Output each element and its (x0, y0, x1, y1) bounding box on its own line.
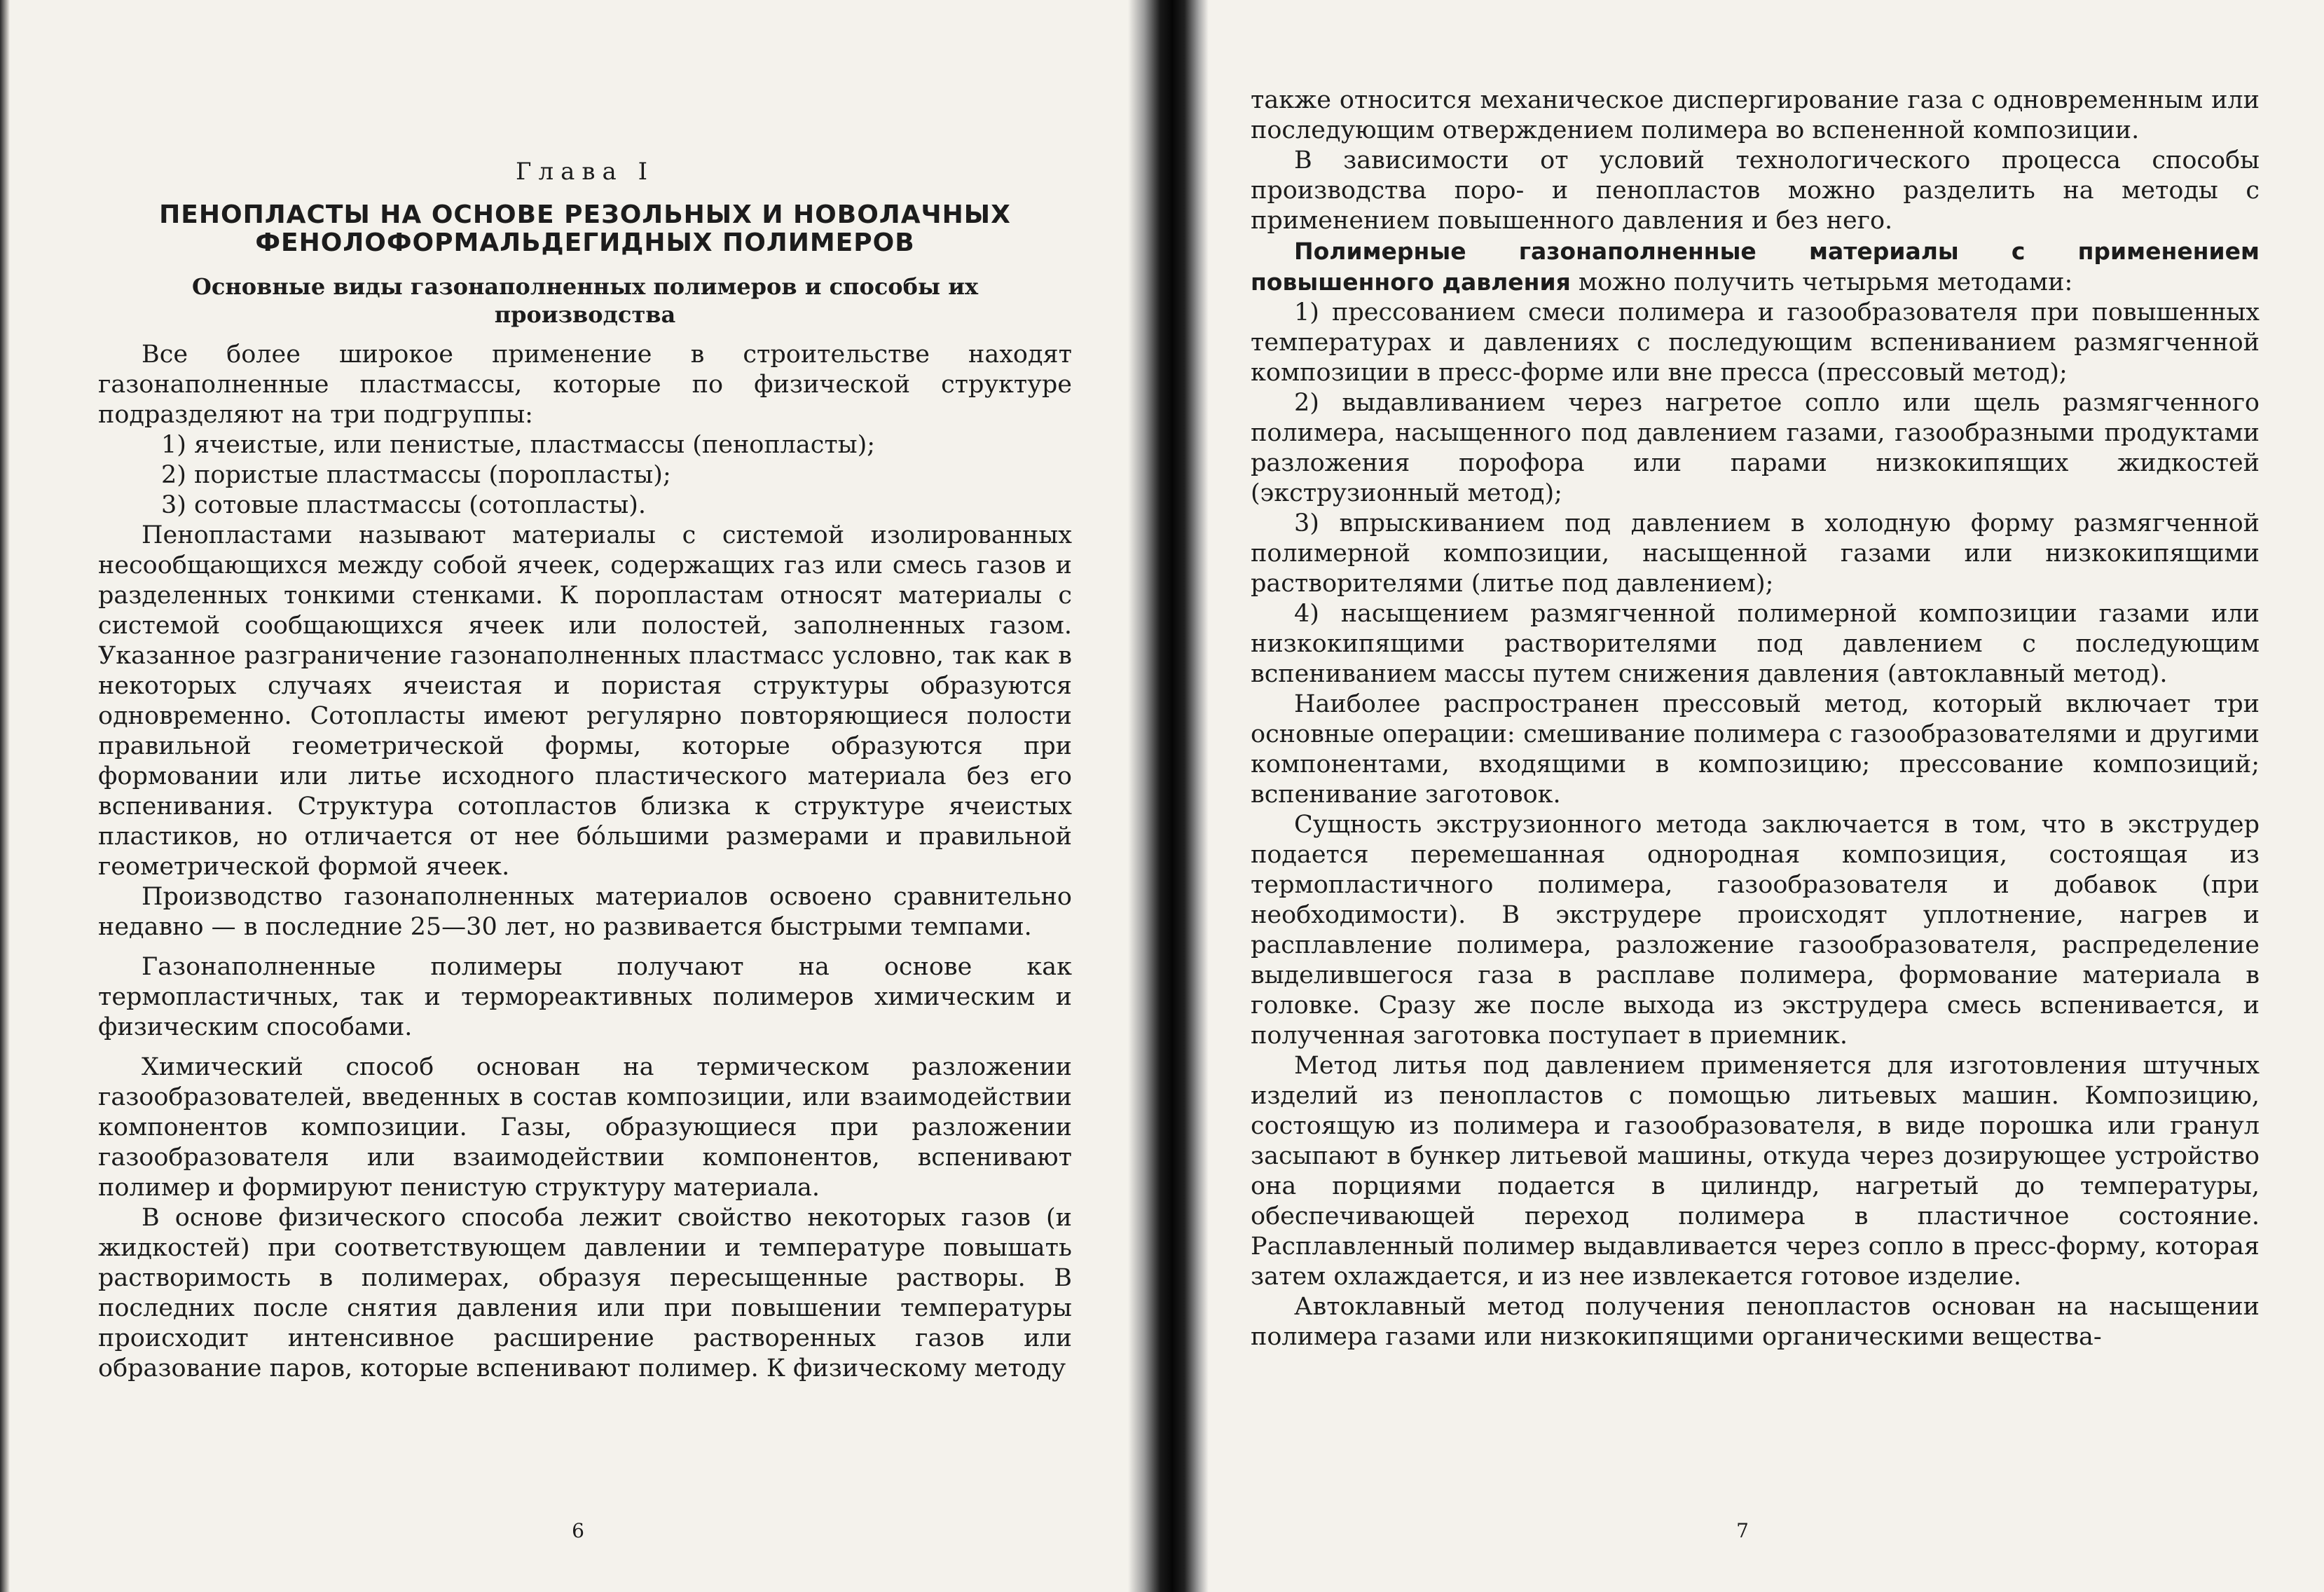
paragraph-chemical: Химический способ основан на термическом разложении газообразователей, введенных в состав композиции, или взаимодействии компонентов композиции. Газы, образующиеся при разложении газообразователя или взаимодействии компонентов, вспенивают полимер и формируют пенистую структуру материала. (98, 1053, 1072, 1202)
left-text-column (98, 0, 1072, 1384)
list-item: 1) ячеистые, или пенистые, пластмассы (пенопласты); (161, 431, 876, 459)
bold-lead-phrase: Полимерные газонаполненные материалы с применением повышенного давления (1251, 238, 2260, 296)
left-page (0, 0, 1128, 1592)
list-item: 2) пористые пластмассы (поропласты); (161, 461, 671, 489)
method-item: 1) прессованием смеси полимера и газообразователя при повышенных температурах и давлениях с последующим вспениванием размягченной композиции в пресс-форме или вне пресса (прессовый метод); (1251, 298, 2260, 387)
chapter-title: ПЕНОПЛАСТЫ НА ОСНОВЕ РЕЗОЛЬНЫХ И НОВОЛАЧНЫХ ФЕНОЛОФОРМАЛЬДЕГИДНЫХ ПОЛИМЕРОВ (159, 200, 1011, 257)
list-item: 3) сотовые пластмассы (сотопласты). (161, 491, 647, 519)
paragraph-definitions: Пенопластами называют материалы с системой изолированных несообщающихся между собой ячеек, содержащих газ или смесь газов и разделенных тонкими стенками. К поропластам относят материалы с системой сообщающихся ячеек или полостей, заполненных газом. Указанное разграничение газонаполненных пластмасс условно, так как в некоторых случаях ячеистая и пористая структуры образуются одновременно. Сотопласты имеют регулярно повторяющиеся полости правильной геометрической формы, которые образуются при формовании или литье исходного пластического материала без его вспенивания. Структура сотопластов близка к структуре ячеистых пластиков, но отличается от нее бо́льшими размерами и правильной геометрической формой ячеек. (98, 521, 1072, 881)
section-title: Основные виды газонаполненных полимеров и способы их производства (191, 273, 979, 328)
book-gutter (1128, 0, 1209, 1592)
page-number: 6 (572, 1519, 584, 1542)
method-item: 3) впрыскиванием под давлением в холодную форму размягченной полимерной композиции, насыщенной газами или низкокипящими растворителями (литье под давлением); (1251, 509, 2260, 598)
page-number: 7 (1736, 1519, 1749, 1542)
method-item: 4) насыщением размягченной полимерной композиции газами или низкокипящими растворителями под давлением с последующим вспениванием массы путем снижения давления (автоклавный метод). (1251, 600, 2260, 688)
paragraph-methods: Газонаполненные полимеры получают на основе как термопластичных, так и термореактивных полимеров химическим и физическим способами. (98, 953, 1072, 1041)
chapter-label: Глава I (515, 158, 655, 186)
lead-phrase-continuation: можно получить четырьмя методами: (1570, 268, 2073, 296)
left-body-text (98, 340, 1072, 1384)
paragraph-continuation: также относится механическое диспергирование газа с одновременным или последующим отверждением полимера во вспененной композиции. (1251, 86, 2260, 144)
intro-paragraph: Все более широкое применение в строительстве находят газонаполненные пластмассы, которые по физической структуре подразделяют на три подгруппы: (98, 341, 1072, 429)
right-page (1209, 0, 2324, 1592)
method-item: 2) выдавливанием через нагретое сопло или щель размягченного полимера, насыщенного под давлением газами, газообразными продуктами разложения порофора или парами низкокипящих жидкостей (экструзионный метод); (1251, 389, 2260, 507)
paragraph-physical: В основе физического способа лежит свойство некоторых газов (и жидкостей) при соответствующем давлении и температуре повышать растворимость в полимерах, образуя пересыщенные растворы. В последних после снятия давления или при повышении температуры происходит интенсивное расширение растворенных газов или образование паров, которые вспенивают полимер. К физическому методу (98, 1204, 1072, 1382)
right-text-column (1251, 0, 2260, 1352)
paragraph-injection-method: Метод литья под давлением применяется для изготовления штучных изделий из пенопластов с помощью литьевых машин. Композицию, состоящую из полимера и газообразователя, в виде порошка или гранул засыпают в бункер литьевой машины, откуда через дозирующее устройство она порциями подается в цилиндр, нагретый до температуры, обеспечивающей переход полимера в пластичное состояние. Расплавленный полимер выдавливается через сопло в пресс-форму, которая затем охлаждается, и из нее извлекается готовое изделие. (1251, 1052, 2260, 1291)
paragraph-autoclave-method: Автоклавный метод получения пенопластов основан на насыщении полимера газами или низкокипящими органическими вещества- (1251, 1293, 2260, 1351)
right-body-text (1251, 85, 2260, 1352)
paragraph-history: Производство газонаполненных материалов освоено сравнительно недавно — в последние 25—30 лет, но развивается быстрыми темпами. (98, 883, 1072, 941)
paragraph-press-method: Наиболее распространен прессовый метод, который включает три основные операции: смешивание полимера с газообразователями и другими компонентами, входящими в композицию; прессование композиций; вспенивание заготовок. (1251, 690, 2260, 809)
paragraph-extrusion-method: Сущность экструзионного метода заключается в том, что в экструдер подается перемешанная однородная композиция, состоящая из термопластичного полимера, газообразователя и добавок (при необходимости). В экструдере происходят уплотнение, нагрев и расплавление полимера, разложение газообразователя, распределение выделившегося газа в расплаве полимера, формование материала в головке. Сразу же после выхода из экструдера смесь вспенивается, и полученная заготовка поступает в приемник. (1251, 811, 2260, 1050)
paragraph-classification: В зависимости от условий технологического процесса способы производства поро- и пенопластов можно разделить на методы с применением повышенного давления и без него. (1251, 146, 2260, 235)
paragraph-pressure-methods (1251, 236, 2260, 298)
